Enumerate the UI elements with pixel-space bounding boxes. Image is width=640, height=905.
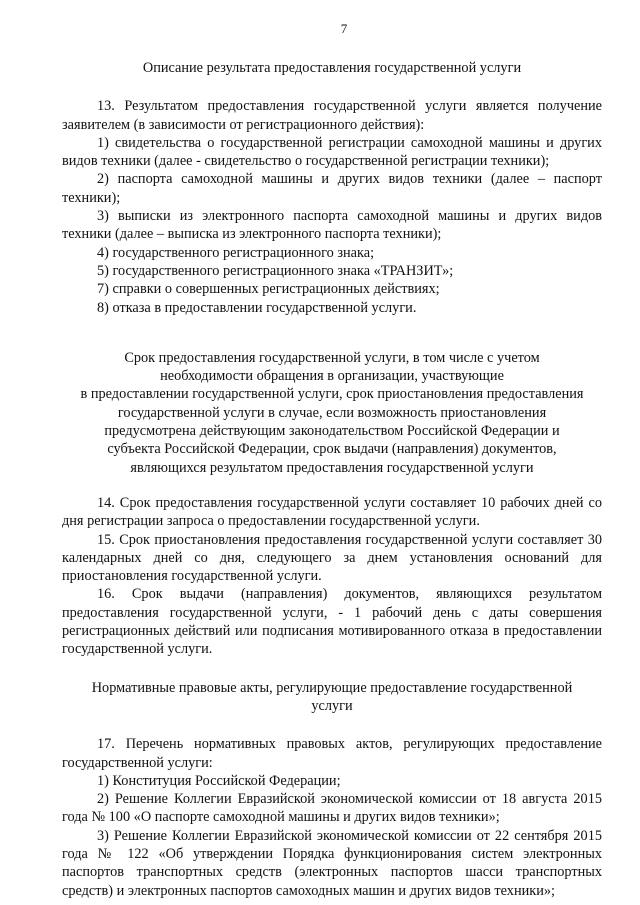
list-item-5: 5) государственного регистрационного знака «ТРАНЗИТ»; <box>97 262 454 279</box>
paragraph-15: 15. Срок приостановления предоставления государственной услуги составляет 30 календарных дней со дня, следующего за днем установления оснований для приостановления государственной услуги. <box>62 531 602 585</box>
heading-line: субъекта Российской Федерации, срок выдачи (направления) документов, <box>107 441 557 458</box>
paragraph-17: 17. Перечень нормативных правовых актов, регулирующих предоставление государственной услуги: <box>62 736 602 771</box>
list-item-7: 7) справки о совершенных регистрационных действиях; <box>97 281 440 298</box>
list-item-3: 3) выписки из электронного паспорта самоходной машины и других видов техники (далее – выписка из электронного паспорта техники); <box>62 208 602 243</box>
list-item-2: 2) паспорта самоходной машины и других видов техники (далее – паспорт техники); <box>62 171 602 206</box>
list-item-8: 8) отказа в предоставлении государственной услуги. <box>97 299 417 316</box>
heading-line: в предоставлении государственной услуги, срок приостановления предоставления <box>80 386 584 403</box>
heading-line: предусмотрена действующим законодательством Российской Федерации и <box>104 423 560 440</box>
heading-line: необходимости обращения в организации, участвующие <box>160 368 504 385</box>
legal-act-3: 3) Решение Коллегии Евразийской экономической комиссии от 22 сентября 2015 года № 122 «Об утверждении Порядка функционирования систем электронных паспортов транспортных средств (электронных паспортов шасси транспортных средств) и электронных паспортов самоходных машин и других видов техники»; <box>62 827 602 899</box>
heading-line: являющихся результатом предоставления государственной услуги <box>130 459 534 476</box>
heading-line: государственной услуги в случае, если возможность приостановления <box>117 404 547 421</box>
list-item-4: 4) государственного регистрационного знака; <box>97 244 375 261</box>
page-number: 7 <box>340 21 348 36</box>
legal-act-2: 2) Решение Коллегии Евразийской экономической комиссии от 18 августа 2015 года № 100 «О паспорте самоходной машины и других видов техники»; <box>62 791 602 826</box>
paragraph-14: 14. Срок предоставления государственной услуги составляет 10 рабочих дней со дня регистрации запроса о предоставлении государственной услуги. <box>62 494 602 530</box>
paragraph-16: 16. Срок выдачи (направления) документов, являющихся результатом предоставления государственной услуги, - 1 рабочий день с даты совершения регистрационных действий или подписания мотивированного отказа в предоставлении государственной услуги. <box>62 586 602 658</box>
heading-line: услуги <box>311 697 353 714</box>
heading-line: Срок предоставления государственной услуги, в том числе с учетом <box>124 349 540 366</box>
heading-line: Нормативные правовые акты, регулирующие предоставление государственной <box>91 679 573 696</box>
paragraph-13: 13. Результатом предоставления государственной услуги является получение заявителем (в зависимости от регистрационного действия): <box>62 98 602 133</box>
section-heading-legal-acts <box>62 679 602 716</box>
section-heading-result: Описание результата предоставления государственной услуги <box>142 60 522 76</box>
section-heading-term <box>62 349 602 477</box>
list-item-1: 1) свидетельства о государственной регистрации самоходной машины и других видов техники (далее - свидетельство о государственной регистрации техники); <box>62 134 602 170</box>
legal-act-1: 1) Конституция Российской Федерации; <box>97 772 341 789</box>
